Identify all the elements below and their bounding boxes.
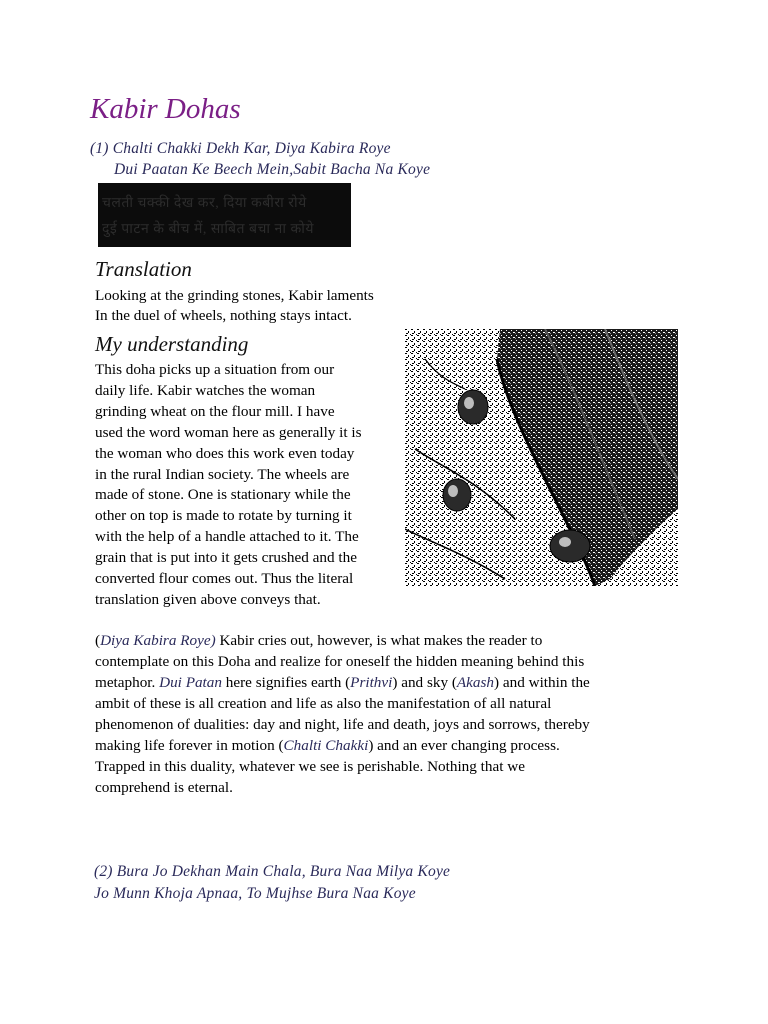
grain-highlight (464, 397, 474, 409)
grain-highlight (448, 485, 458, 497)
grinding-stones-illustration (405, 329, 678, 586)
paragraph2-line: comprehend is eternal. (95, 779, 233, 796)
understanding-line: translation given above conveys that. (95, 591, 321, 608)
paragraph2-line: ambit of these is all creation and life as also the manifestation of all natural (95, 695, 552, 712)
understanding-line: grain that is put into it gets crushed and the (95, 549, 357, 566)
understanding-line: This doha picks up a situation from our (95, 361, 335, 378)
translation-line: Looking at the grinding stones, Kabir laments (95, 287, 374, 304)
grain-highlight (559, 537, 571, 547)
doha1-line2: Dui Paatan Ke Beech Mein,Sabit Bacha Na Koye (114, 161, 431, 178)
translation-line: In the duel of wheels, nothing stays intact. (95, 307, 352, 324)
understanding-line: grinding wheat on the flour mill. I have (95, 403, 335, 420)
hindi-text-image (98, 183, 351, 247)
understanding-line: made of stone. One is stationary while the (95, 486, 351, 503)
paragraph2-line: making life forever in motion (Chalti Chakki) and an ever changing process. (95, 737, 560, 754)
doha2-line2: Jo Munn Khoja Apnaa, To Mujhse Bura Naa Koye (94, 885, 416, 902)
paragraph2-line: contemplate on this Doha and realize for oneself the hidden meaning behind this (95, 653, 585, 670)
understanding-heading: My understanding (95, 332, 249, 356)
understanding-line: converted flour comes out. Thus the literal (95, 570, 354, 587)
doha1-line1: (1) Chalti Chakki Dekh Kar, Diya Kabira Roye (90, 140, 391, 157)
hindi-line-2: दुई पाटन के बीच में, साबित बचा ना कोये (102, 222, 314, 237)
understanding-line: other on top is made to rotate by turning it (95, 507, 352, 524)
understanding-line: the woman who does this work even today (95, 445, 355, 462)
page-title: Kabir Dohas (90, 93, 241, 125)
paragraph2-line: Trapped in this duality, whatever we see is perishable. Nothing that we (95, 758, 525, 775)
paragraph2-line: (Diya Kabira Roye) Kabir cries out, however, is what makes the reader to (95, 632, 543, 649)
understanding-line: with the help of a handle attached to it. The (95, 528, 359, 545)
understanding-line: in the rural Indian society. The wheels are (95, 466, 350, 483)
understanding-line: daily life. Kabir watches the woman (95, 382, 316, 399)
hindi-line-1: चलती चक्की देख कर, दिया कबीरा रोये (102, 196, 307, 211)
grain-shape (443, 479, 471, 511)
grain-shape (458, 390, 488, 424)
paragraph2-line: phenomenon of dualities: day and night, life and death, joys and sorrows, thereby (95, 716, 590, 733)
translation-heading: Translation (95, 257, 192, 281)
grain-shape (550, 530, 590, 562)
paragraph2-line: metaphor. Dui Patan here signifies earth (Prithvi) and sky (Akash) and within the (95, 674, 590, 691)
doha2-line1: (2) Bura Jo Dekhan Main Chala, Bura Naa Milya Koye (94, 863, 451, 880)
understanding-line: used the word woman here as generally it is (95, 424, 362, 441)
